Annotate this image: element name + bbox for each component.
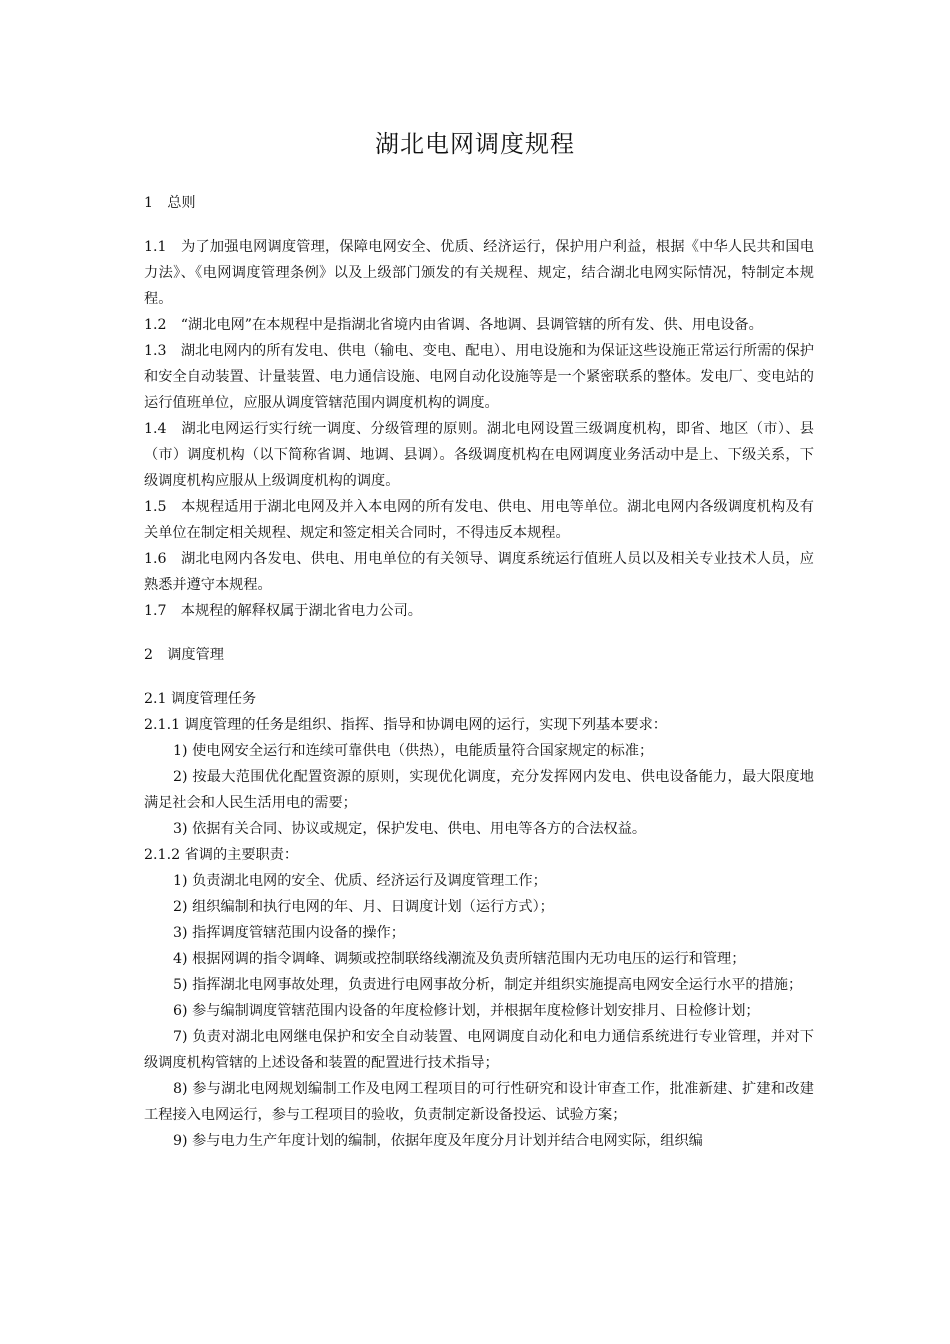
paragraph-1-1: 1.1 为了加强电网调度管理，保障电网安全、优质、经济运行，保护用户利益，根据《中华人民共和国电力法》、《电网调度管理条例》以及上级部门颁发的有关规程、规定，结合湖北电网实际情况，特制定本规程。 xyxy=(144,239,814,307)
document-body xyxy=(144,190,814,1154)
paragraph-1-6: 1.6 湖北电网内各发电、供电、用电单位的有关领导、调度系统运行值班人员以及相关专业技术人员，应熟悉并遵守本规程。 xyxy=(144,551,814,593)
section-heading-2: 2 调度管理 xyxy=(144,647,224,663)
paragraph-1-5: 1.5 本规程适用于湖北电网及并入本电网的所有发电、供电、用电等单位。湖北电网内各级调度机构及有关单位在制定相关规程、规定和签定相关合同时，不得违反本规程。 xyxy=(144,499,814,541)
paragraph-1-3: 1.3 湖北电网内的所有发电、供电（输电、变电、配电）、用电设施和为保证这些设施正常运行所需的保护和安全自动装置、计量装置、电力通信设施、电网自动化设施等是一个紧密联系的整体。发电厂、变电站的运行值班单位，应服从调度管辖范围内调度机构的调度。 xyxy=(144,343,814,411)
list-item: 8) 参与湖北电网规划编制工作及电网工程项目的可行性研究和设计审查工作，批准新建、扩建和改建工程接入电网运行，参与工程项目的验收，负责制定新设备投运、试验方案； xyxy=(144,1081,814,1123)
paragraph-1-7: 1.7 本规程的解释权属于湖北省电力公司。 xyxy=(144,603,422,619)
paragraph-1-4: 1.4 湖北电网运行实行统一调度、分级管理的原则。湖北电网设置三级调度机构，即省、地区（市）、县（市）调度机构（以下简称省调、地调、县调）。各级调度机构在电网调度业务活动中是上、下级关系，下级调度机构应服从上级调度机构的调度。 xyxy=(144,421,814,489)
list-item: 2) 按最大范围优化配置资源的原则，实现优化调度，充分发挥网内发电、供电设备能力，最大限度地满足社会和人民生活用电的需要； xyxy=(144,769,814,811)
list-item: 1) 使电网安全运行和连续可靠供电（供热），电能质量符合国家规定的标准； xyxy=(173,743,654,759)
list-item: 6) 参与编制调度管辖范围内设备的年度检修计划，并根据年度检修计划安排月、日检修计划； xyxy=(173,1003,760,1019)
list-item: 9) 参与电力生产年度计划的编制，依据年度及年度分月计划并结合电网实际，组织编 xyxy=(173,1133,703,1149)
clause-2-1-1: 2.1.1 调度管理的任务是组织、指挥、指导和协调电网的运行，实现下列基本要求： xyxy=(144,717,667,733)
paragraph-1-2: 1.2 “湖北电网”在本规程中是指湖北省境内由省调、各地调、县调管辖的所有发、供、用电设备。 xyxy=(144,317,763,333)
section-heading-1: 1 总则 xyxy=(144,195,196,211)
list-item: 3) 指挥调度管辖范围内设备的操作； xyxy=(173,925,405,941)
list-item: 2) 组织编制和执行电网的年、月、日调度计划（运行方式）； xyxy=(173,899,554,915)
list-item: 4) 根据网调的指令调峰、调频或控制联络线潮流及负责所辖范围内无功电压的运行和管理； xyxy=(173,951,746,967)
list-item: 5) 指挥湖北电网事故处理，负责进行电网事故分析，制定并组织实施提高电网安全运行水平的措施； xyxy=(173,977,803,993)
subsection-heading-2-1: 2.1 调度管理任务 xyxy=(144,691,257,707)
list-item: 7) 负责对湖北电网继电保护和安全自动装置、电网调度自动化和电力通信系统进行专业管理，并对下级调度机构管辖的上述设备和装置的配置进行技术指导； xyxy=(144,1029,814,1071)
document-title: 湖北电网调度规程 xyxy=(375,130,575,158)
list-item: 1) 负责湖北电网的安全、优质、经济运行及调度管理工作； xyxy=(173,873,547,889)
list-item: 3) 依据有关合同、协议或规定，保护发电、供电、用电等各方的合法权益。 xyxy=(173,821,647,837)
clause-2-1-2: 2.1.2 省调的主要职责： xyxy=(144,847,299,863)
